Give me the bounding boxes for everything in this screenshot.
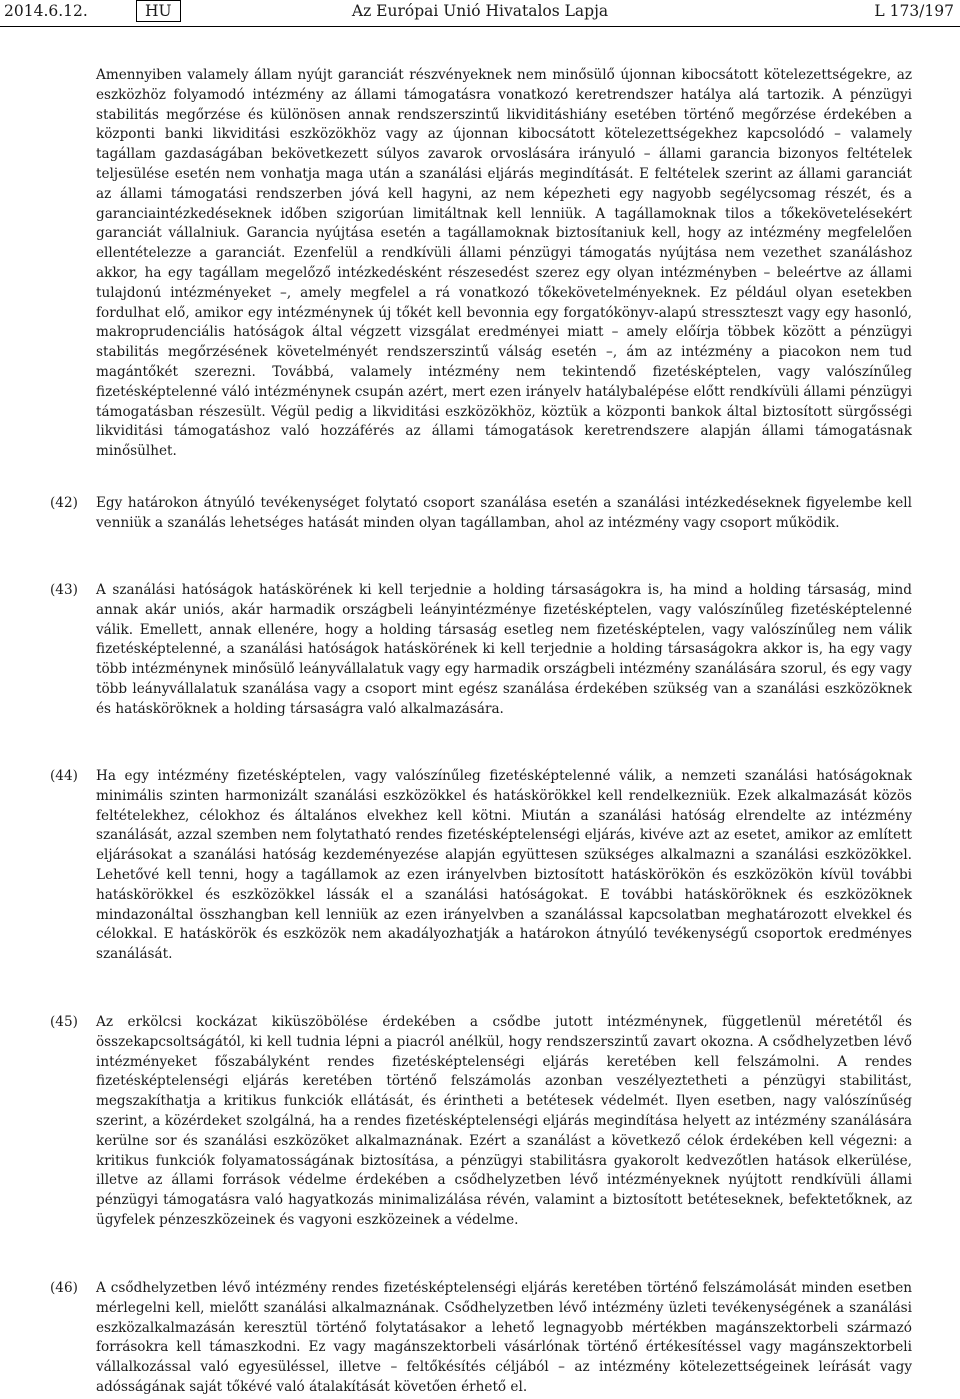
item-number: (46) [50,1280,78,1296]
page-number: L 173/197 [874,2,954,20]
item-number: (42) [50,495,78,511]
header-rule [0,26,960,27]
item-number: (44) [50,768,78,784]
item-number: (43) [50,582,78,598]
item-paragraph: Egy határokon átnyúló tevékenységet folytató csoport szanálása esetén a szanálási intézkedéseknek figyelembe kell venniük a szanálás lehetséges hatását minden olyan tagállamban, ahol az intézmény vagy csoport működik. [96,495,912,531]
item-paragraph: A csődhelyzetben lévő intézmény rendes fizetésképtelenségi eljárás keretében történő felszámolását minden esetben mérlegelni kell, mielőtt szanálási alkalmaznának. Csődhelyzetben lévő intézmény üzleti tevékenységének a szanálási eszközalkalmazásán keresztül történő folytatásakor a lehető legnagyobb mértékben magánszektorbeli származó forrásokra kell támaszkodni. Ez vagy magánszektorbeli vásárlónak történő értékesítéssel vagy magánszektorbeli vállalkozással való egyesüléssel, illetve – feltőkésítés céljából – az intézmény kötelezettségeinek leírását vagy adósságának saját tőkévé való átalakítását követően érhető el. [96,1280,912,1395]
publication-date: 2014.6.12. [4,2,88,20]
page-header [0,0,960,28]
language-badge: HU [136,0,181,22]
intro-paragraph: Amennyiben valamely állam nyújt garanciát részvényeknek nem minősülő újonnan kibocsátott kötelezettségekre, az eszközhöz folyamodó intézmény az állami támogatásra vonatkozó keretrendszer hatálya alá tartozik. A pénzügyi stabilitás megőrzése és különösen annak rendszerszintű likviditáshiány esetében történő megőrzése érdekében a központi banki likviditási eszközökhöz vagy az újonnan kibocsátott kötelezettségekhez kapcsolódó – valamely tagállam gazdaságában bekövetkezett súlyos zavarok orvoslására irányuló – állami garancia bizonyos feltételek teljesülése esetén nem vonhatja maga után a szanálási eljárás megindítását. E feltételek szerint az állami garanciát az állami támogatási rendszerben jóvá kell hagyni, az nem képezheti egy nagyobb segélycsomag részét, és a garanciaintézkedéseknek időben szigorúan limitáltnak kell lenniük. A tagállamoknak tilos a tőkekövetelésekért garanciát vállalniuk. Garancia nyújtása esetén a tagállamoknak biztosítaniuk kell, hogy az intézmény megfelelően ellentételezze a garanciát. Ezenfelül a rendkívüli állami pénzügyi támogatás nyújtása nem vezethet szanáláshoz akkor, ha egy tagállam megelőző intézkedésként részesedést szerez egy olyan intézményben – beleértve az állami tulajdonú intézményeket –, amely megfelel a rá vonatkozó tőkekövetelményeknek. Ez például olyan esetekben fordulhat elő, amikor egy intézménynek új tőkét kell bevonnia egy forgatókönyv-alapú stresszteszt vagy egy hasonló, makroprudenciális hatóságok által végzett vizsgálat eredményei miatt – amely előírja többek között a pénzügyi stabilitás megőrzésének követelményét rendszerszintű válság esetén –, ám az intézmény a piacokon nem tud magántőkét szerezni. Továbbá, valamely intézmény nem tekintendő fizetésképtelen, vagy valószínűleg fizetésképtelenné váló intézménynek csupán azért, mert ezen irányelv hatálybalépése előtt rendkívüli állami pénzügyi támogatásban részesült. Végül pedig a likviditási eszközökhöz, köztük a központi bankok által biztosított sürgősségi likviditási támogatáshoz való hozzáférés az állami támogatások keretrendszere alapján állami támogatásnak minősülhet. [96,67,912,460]
item-paragraph: A szanálási hatóságok hatáskörének ki kell terjednie a holding társaságokra is, ha mind a holding társaság, mind annak akár uniós, akár harmadik országbeli leányintézménye fizetésképtelen, vagy valószínűleg fizetésképtelenné válik. Emellett, annak ellenére, hogy a holding társaság esetleg nem fizetésképtelen, vagy valószínűleg nem válik fizetésképtelenné, a szanálási hatóságok hatáskörének ki kell terjednie a holding társaságokra akkor is, ha egy vagy több intézménynek minősülő leányvállalatuk vagy egy harmadik országbeli intézmény szanálására szorul, és egy vagy több leányvállalatuk szanálása vagy a csoport mint egész szanálása érdekében szükség van a szanálási eszközöknek és hatásköröknek a holding társaságra való alkalmazására. [96,582,912,717]
item-paragraph: Az erkölcsi kockázat kiküszöbölése érdekében a csődbe jutott intézménynek, függetlenül méretétől és összekapcsoltságától, ki kell tudnia lépni a piacról anélkül, hogy rendszerszintű zavart okozna. A csődhelyzetben lévő intézményeket főszabályként rendes fizetésképtelenségi eljárás keretében kell felszámolni. A rendes fizetésképtelenségi eljárás keretében történő felszámolás azonban veszélyeztetheti a pénzügyi stabilitást, megszakíthatja a kritikus funkciók ellátását, és érintheti a betétesek védelmét. Ilyen esetben, nagy valószínűség szerint, a közérdeket szolgálná, ha a rendes fizetésképtelenségi eljárás megindítása helyett az intézmény szanálására kerülne sor és szanálási eszközöket alkalmaznának. Ezért a szanálást a következő célok érdekében kell végezni: a kritikus funkciók folyamatosságának biztosítása, a pénzügyi stabilitásra gyakorolt kedvezőtlen hatások elkerülése, illetve az állami források védelme érdekében a csődhelyzetben lévő intézményeknek nyújtott rendkívüli állami pénzügyi támogatásra való hagyatkozás minimalizálása révén, valamint a biztosított betéteseknek, befektetőknek, az ügyfelek pénzeszközeinek és vagyoni eszközeinek a védelme. [96,1014,912,1228]
journal-title: Az Európai Unió Hivatalos Lapja [351,2,609,20]
item-paragraph: Ha egy intézmény fizetésképtelen, vagy valószínűleg fizetésképtelenné válik, a nemzeti szanálási hatóságoknak minimális szinten harmonizált szanálási eszközökkel és hatáskörökkel kell rendelkezniük. Ezek alkalmazását közös feltételekhez, célokhoz és általános elvekhez kell kötni. Miután a szanálási hatóság elrendelte az intézmény szanálását, azzal szemben nem folytatható rendes fizetésképtelenségi eljárás, kivéve azt az esetet, amikor az említett eljárásokat a szanálási hatóság kezdeményezése alapján együttesen szükséges alkalmazni a szanálási eszközökkel. Lehetővé kell tenni, hogy a tagállamok az ezen irányelvben biztosított hatáskörökön és eszközökön kívül további hatáskörökkel és eszközökkel lássák el a szanálási hatóságokat. E további hatásköröknek és eszközöknek mindazonáltal összhangban kell lenniük az ezen irányelvben a szanálással kapcsolatban meghatározott elvekkel és célokkal. E hatáskörök és eszközök nem akadályozhatják a határokon átnyúló tevékenységű csoportok eredményes szanálását. [96,768,912,963]
item-number: (45) [50,1014,78,1030]
